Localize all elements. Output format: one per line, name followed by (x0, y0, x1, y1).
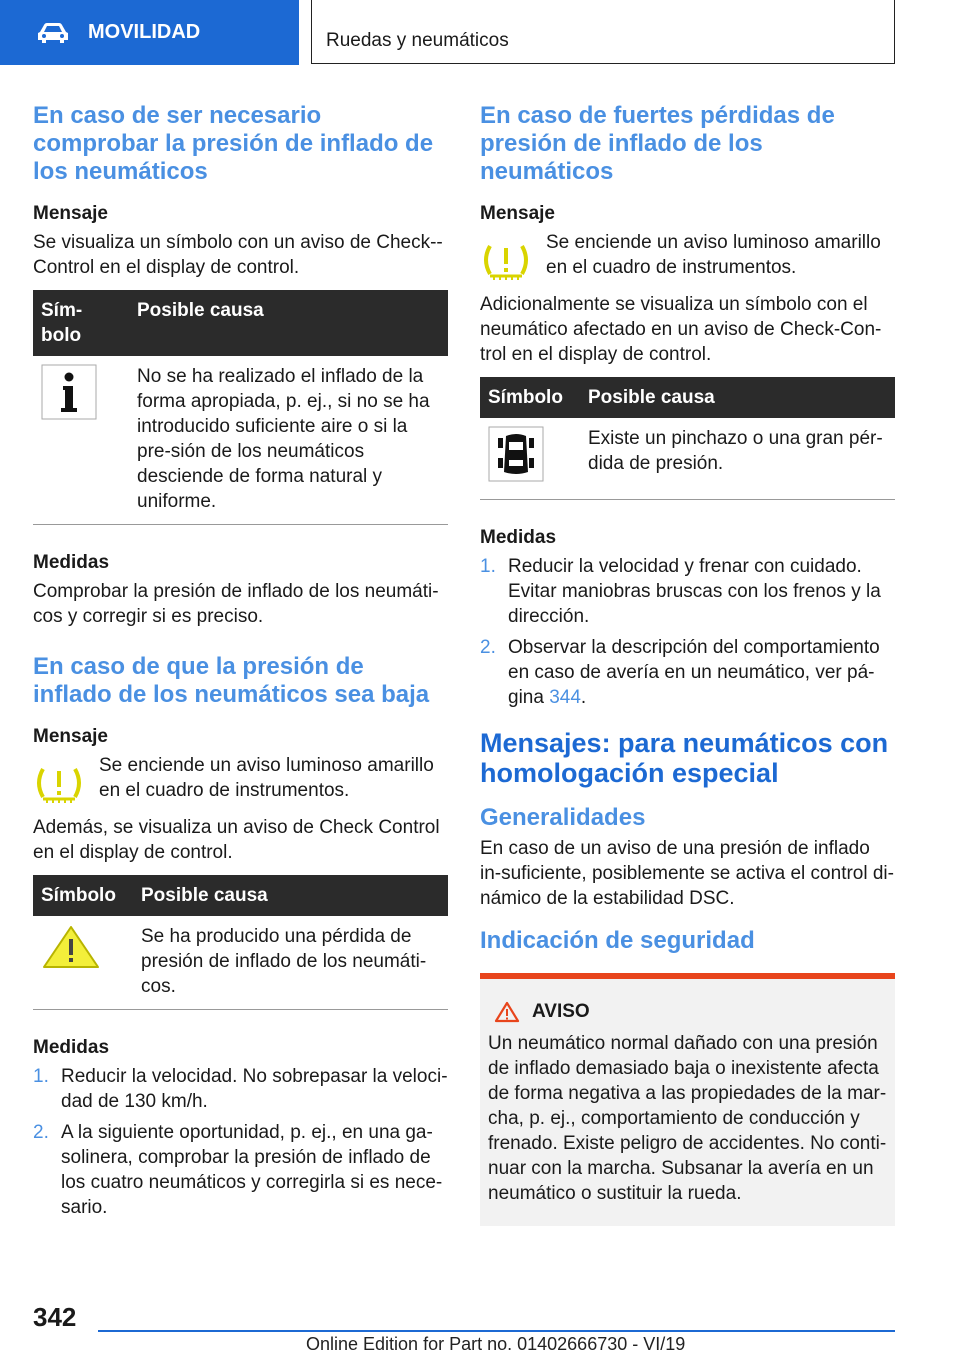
left-column (33, 102, 448, 1230)
measures-list (480, 554, 895, 710)
table-header-cause: Posible causa (129, 290, 448, 356)
extra-text: Además, se visualiza un aviso de Check Control en el display de control. (33, 817, 440, 863)
label-message: Mensaje (33, 726, 108, 747)
car-icon (36, 22, 70, 44)
table-header-symbol: Símbolo (480, 377, 580, 418)
warning-icon (494, 1001, 520, 1023)
footer-edition: Online Edition for Part no. 01402666730 - VI/19 (306, 1334, 686, 1354)
list-item: 2. A la siguiente oportunidad, p. ej., en una ga-solinera, comprobar la presión de inflado de los cuatro neumáticos y corregirla si es nece-sario. (33, 1122, 443, 1218)
cause-text: Existe un pinchazo o una gran pér-dida de presión. (580, 418, 895, 500)
extra-text: Adicionalmente se visualiza un símbolo con el neumático afectado en un aviso de Check-Con-trol en el display de control. (480, 294, 882, 365)
label-measures: Medidas (33, 552, 110, 573)
symbol-table (480, 377, 895, 500)
chapter-tab (311, 0, 895, 64)
label-measures: Medidas (33, 1037, 110, 1058)
table-header-symbol: Símbolo (33, 875, 133, 916)
measures-text: Comprobar la presión de inflado de los neumáti-cos y corregir si es preciso. (33, 581, 439, 627)
chapter-title: Ruedas y neumáticos (326, 30, 509, 51)
flat-tire-car-icon (488, 426, 544, 482)
header-section-tab (0, 0, 299, 65)
heading-check-pressure: En caso de ser necesario comprobar la presión de inflado de los neumáticos (33, 102, 434, 185)
label-message: Mensaje (33, 203, 108, 224)
message-text: Se visualiza un símbolo con un aviso de Check--Control en el display de control. (33, 232, 443, 278)
symbol-table (33, 875, 448, 1010)
table-header-cause: Posible causa (133, 875, 448, 916)
indicator-message (33, 753, 448, 805)
table-header-symbol: Sím-bolo (33, 290, 129, 356)
warning-box (480, 973, 895, 1226)
cause-text: Se ha producido una pérdida de presión de inflado de los neumáti-cos. (133, 916, 448, 1010)
info-icon (41, 364, 97, 420)
right-column (480, 102, 895, 1226)
table-header-cause: Posible causa (580, 377, 895, 418)
table-row (33, 356, 448, 525)
list-item: 1. Reducir la velocidad. No sobrepasar la veloci-dad de 130 km/h. (33, 1066, 448, 1112)
tire-pressure-warning-icon (33, 765, 85, 805)
footer-divider (98, 1330, 895, 1332)
page-reference-link[interactable]: 344 (549, 687, 581, 708)
warning-text: Un neumático normal dañado con una presión de inflado demasiado baja o inexistente afecta de forma negativa a las propiedades de la mar-cha, p. ej., comportamiento de conducción y frenado. Existe peligro de accidentes. No conti-nuar con la marcha. Subsanar la avería en un neumático o sustituir la rueda. (488, 1033, 887, 1204)
indicator-text: Se enciende un aviso luminoso amarillo en el cuadro de instrumentos. (99, 755, 434, 801)
label-measures: Medidas (480, 527, 557, 548)
section-title: MOVILIDAD (88, 21, 201, 43)
indicator-text: Se enciende un aviso luminoso amarillo en el cuadro de instrumentos. (546, 232, 881, 278)
tire-pressure-warning-icon (480, 242, 532, 282)
table-row (480, 418, 895, 500)
warning-label: AVISO (532, 1001, 590, 1022)
measures-list (33, 1064, 448, 1220)
warning-triangle-icon (41, 924, 101, 970)
heading-strong-loss: En caso de fuertes pérdidas de presión de inflado de los neumáticos (480, 102, 835, 185)
page-number: 342 (33, 1302, 77, 1332)
symbol-table (33, 290, 448, 525)
subheading-general: Generalidades (480, 804, 646, 831)
list-item: 1. Reducir la velocidad y frenar con cuidado. Evitar maniobras bruscas con los frenos y la dirección. (480, 556, 881, 627)
indicator-message (480, 230, 895, 282)
heading-special-tires: Mensajes: para neumáticos con homologación especial (480, 728, 889, 788)
subheading-safety: Indicación de seguridad (480, 927, 755, 954)
table-row (33, 916, 448, 1010)
heading-low-pressure: En caso de que la presión de inflado de los neumáticos sea baja (33, 653, 430, 708)
label-message: Mensaje (480, 203, 555, 224)
general-text: En caso de un aviso de una presión de inflado in-suficiente, posiblemente se activa el control di-námico de la estabilidad DSC. (480, 838, 894, 909)
list-item: 2. Observar la descripción del comportamiento en caso de avería en un neumático, ver pá-gina 344. (480, 637, 880, 708)
cause-text: No se ha realizado el inflado de la forma apropiada, p. ej., si no se ha introducido suficiente aire o si la pre-sión de los neumáticos desciende de forma natural y uniforme. (129, 356, 448, 525)
